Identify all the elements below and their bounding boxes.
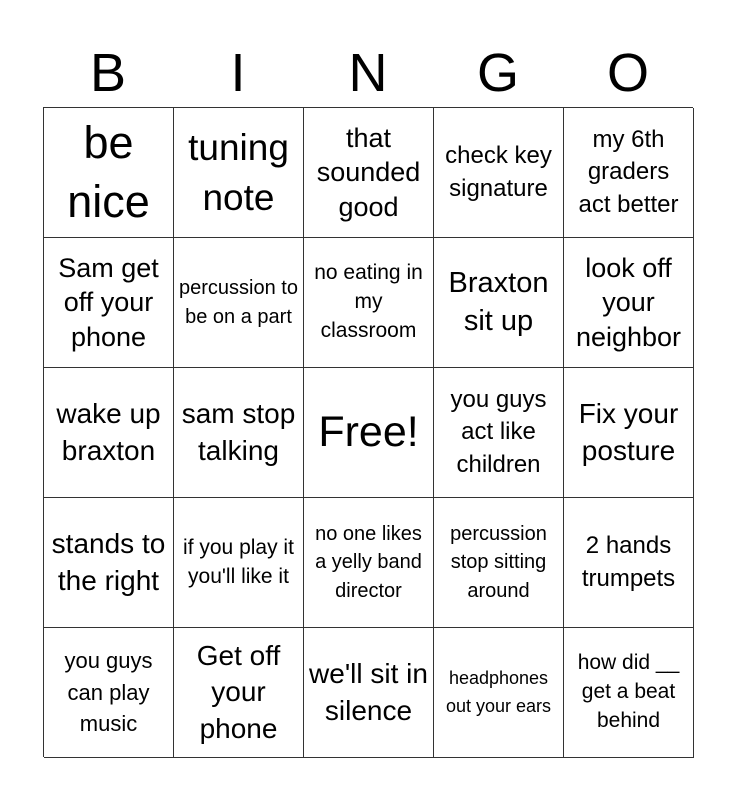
cell-text: check key signature [445, 141, 552, 202]
cell-text: tuning note [188, 126, 289, 218]
bingo-cell-r5-c4[interactable] [434, 628, 564, 758]
cell-text: Fix your posture [578, 398, 679, 466]
cell-text: 2 hands trumpets [581, 531, 676, 592]
cell-text: we'll sit in silence [309, 658, 428, 726]
bingo-cell-r4-c5[interactable] [564, 498, 694, 628]
cell-text: how did __ get a beat behind [577, 651, 680, 732]
header-letter-n: N [348, 43, 388, 103]
free-space-text: Free! [318, 407, 419, 456]
cell-text: percussion to be on a part [179, 277, 298, 328]
header-letter-g: G [476, 43, 519, 103]
cell-text: if you play it you'll like it [183, 535, 294, 588]
bingo-cell-r1-c1[interactable] [44, 108, 174, 238]
bingo-cell-r2-c3[interactable] [304, 238, 434, 368]
bingo-cell-r3-c2[interactable] [174, 368, 304, 498]
cell-text: you guys act like children [450, 385, 547, 478]
bingo-cell-r1-c2[interactable] [174, 108, 304, 238]
header-letter-i: I [230, 43, 246, 103]
cell-text: my 6th graders act better [578, 125, 679, 218]
bingo-cell-r4-c3[interactable] [304, 498, 434, 628]
cell-text: be nice [67, 117, 150, 227]
bingo-cell-r2-c2[interactable] [174, 238, 304, 368]
bingo-cell-r5-c5[interactable] [564, 628, 694, 758]
cell-text: look off your neighbor [575, 253, 682, 352]
bingo-cell-r3-c4[interactable] [434, 368, 564, 498]
bingo-cell-r4-c2[interactable] [174, 498, 304, 628]
bingo-header [43, 40, 693, 106]
bingo-cell-r2-c5[interactable] [564, 238, 694, 368]
bingo-cell-r4-c4[interactable] [434, 498, 564, 628]
bingo-cell-r3-c5[interactable] [564, 368, 694, 498]
cell-text: that sounded good [316, 123, 421, 222]
cell-text: sam stop talking [181, 398, 296, 466]
cell-text: you guys can play music [64, 647, 153, 737]
free-space-cell[interactable] [304, 368, 434, 498]
cell-text: Sam get off your phone [58, 253, 159, 352]
cell-text: no one likes a yelly band director [315, 522, 422, 602]
cell-text: headphones out your ears [445, 667, 552, 716]
bingo-cell-r5-c2[interactable] [174, 628, 304, 758]
bingo-cell-r5-c1[interactable] [44, 628, 174, 758]
bingo-board [43, 107, 693, 757]
header-letter-b: B [89, 43, 127, 103]
bingo-cell-r1-c4[interactable] [434, 108, 564, 238]
bingo-cell-r2-c4[interactable] [434, 238, 564, 368]
bingo-cell-r4-c1[interactable] [44, 498, 174, 628]
cell-text: percussion stop sitting around [450, 522, 547, 602]
cell-text: stands to the right [51, 528, 166, 596]
header-letter-o: O [606, 43, 649, 103]
cell-text: Get off your phone [196, 639, 281, 744]
bingo-cell-r2-c1[interactable] [44, 238, 174, 368]
bingo-cell-r1-c5[interactable] [564, 108, 694, 238]
cell-text: Braxton sit up [448, 267, 549, 337]
bingo-cell-r1-c3[interactable] [304, 108, 434, 238]
cell-text: wake up braxton [56, 398, 161, 466]
cell-text: no eating in my classroom [314, 261, 423, 342]
bingo-cell-r5-c3[interactable] [304, 628, 434, 758]
bingo-cell-r3-c1[interactable] [44, 368, 174, 498]
